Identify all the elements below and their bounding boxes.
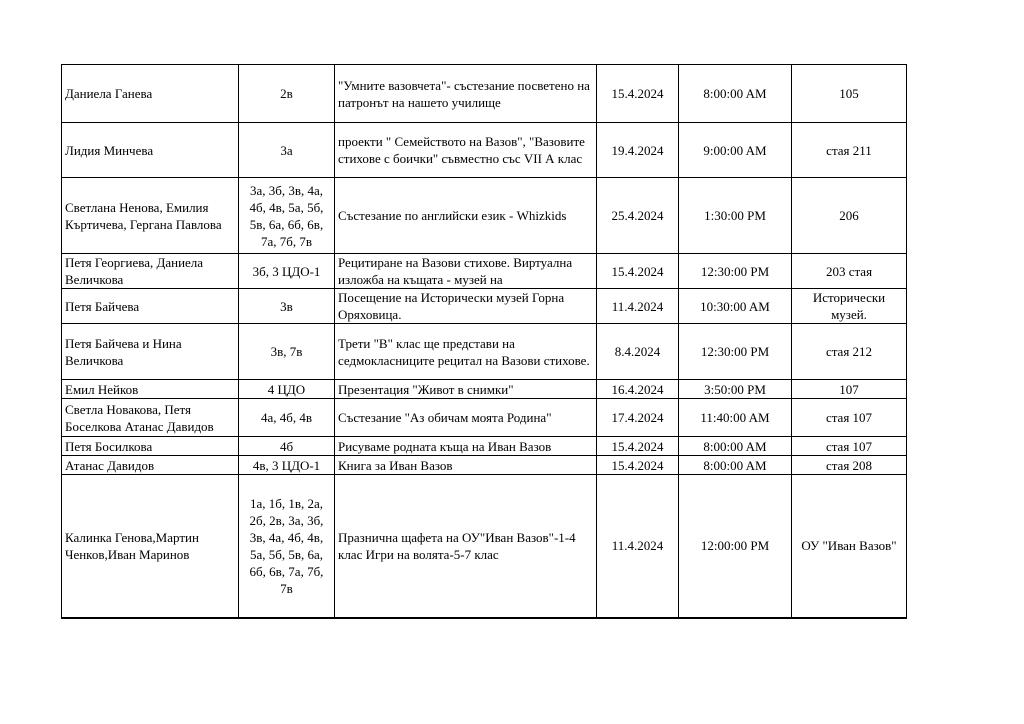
teacher-cell: Светла Новакова, Петя Боселкова Атанас Давидов <box>62 399 239 437</box>
teacher-cell: Атанас Давидов <box>62 456 239 475</box>
table-row <box>62 475 907 618</box>
schedule-table <box>61 64 907 619</box>
time-cell: 1:30:00 PM <box>679 178 792 254</box>
class-cell: 2в <box>239 65 335 123</box>
date-cell: 11.4.2024 <box>597 475 679 618</box>
teacher-cell: Емил Нейков <box>62 380 239 399</box>
event-cell: Състезание "Аз обичам моята Родина" <box>335 399 597 437</box>
teacher-cell: Даниела Ганева <box>62 65 239 123</box>
time-cell: 3:50:00 PM <box>679 380 792 399</box>
class-cell: 1а, 1б, 1в, 2а, 2б, 2в, 3а, 3б, 3в, 4а, 4б, 4в, 5а, 5б, 5в, 6а, 6б, 6в, 7а, 7б, 7в <box>239 475 335 618</box>
event-cell <box>335 178 597 254</box>
class-cell: 3в <box>239 289 335 324</box>
event-cell: Рисуваме родната къща на Иван Вазов <box>335 437 597 456</box>
event-text: Състезание по английски език - Whizkids <box>338 208 567 223</box>
teacher-cell: Калинка Генова,Мартин Ченков,Иван Маринов <box>62 475 239 618</box>
class-cell: 4в, 3 ЦДО-1 <box>239 456 335 475</box>
table-row <box>62 437 907 456</box>
class-cell: 4б <box>239 437 335 456</box>
class-cell: 4а, 4б, 4в <box>239 399 335 437</box>
room-cell: Исторически музей. <box>792 289 907 324</box>
event-cell: Празнична щафета на ОУ"Иван Вазов"-1-4 клас Игри на волята-5-7 клас <box>335 475 597 618</box>
teacher-cell: Петя Георгиева, Даниела Величкова <box>62 254 239 289</box>
table-row <box>62 399 907 437</box>
time-cell: 10:30:00 AM <box>679 289 792 324</box>
date-cell: 8.4.2024 <box>597 324 679 380</box>
teacher-cell: Петя Байчева <box>62 289 239 324</box>
table-row <box>62 123 907 178</box>
room-cell: стая 212 <box>792 324 907 380</box>
room-cell: ОУ "Иван Вазов" <box>792 475 907 618</box>
time-cell: 11:40:00 AM <box>679 399 792 437</box>
class-cell: 3а <box>239 123 335 178</box>
date-cell: 15.4.2024 <box>597 456 679 475</box>
date-cell: 19.4.2024 <box>597 123 679 178</box>
table-row <box>62 178 907 254</box>
event-text: Рецитиране на Вазови стихове. Виртуална изложба на къщата - музей на <box>338 255 573 287</box>
table-row <box>62 289 907 324</box>
table-row <box>62 254 907 289</box>
time-cell: 8:00:00 AM <box>679 65 792 123</box>
room-cell: стая 107 <box>792 437 907 456</box>
teacher-cell: Петя Байчева и Нина Величкова <box>62 324 239 380</box>
room-cell: стая 211 <box>792 123 907 178</box>
date-cell: 15.4.2024 <box>597 437 679 456</box>
date-cell: 25.4.2024 <box>597 178 679 254</box>
table-row <box>62 456 907 475</box>
room-cell: 203 стая <box>792 254 907 289</box>
time-cell: 8:00:00 AM <box>679 437 792 456</box>
date-cell: 15.4.2024 <box>597 65 679 123</box>
event-cell <box>335 65 597 123</box>
event-text: Трети "В" клас ще представи на седмокласниците рецитал на Вазови стихове. <box>338 335 590 368</box>
event-cell: Книга за Иван Вазов <box>335 456 597 475</box>
class-cell: 3в, 7в <box>239 324 335 380</box>
event-text: "Умните вазовчета"- състезание посветено на патронът на нашето училище <box>338 77 590 110</box>
class-cell: 3б, 3 ЦДО-1 <box>239 254 335 289</box>
room-cell: стая 208 <box>792 456 907 475</box>
event-cell <box>335 123 597 178</box>
time-cell: 9:00:00 AM <box>679 123 792 178</box>
date-cell: 17.4.2024 <box>597 399 679 437</box>
time-cell: 12:30:00 PM <box>679 254 792 289</box>
class-cell: 4 ЦДО <box>239 380 335 399</box>
room-cell: 105 <box>792 65 907 123</box>
teacher-cell: Светлана Ненова, Емилия Къртичева, Гергана Павлова <box>62 178 239 254</box>
event-text: Посещение на Исторически музей Горна Оряховица. <box>338 290 565 322</box>
date-cell: 15.4.2024 <box>597 254 679 289</box>
teacher-cell: Лидия Минчева <box>62 123 239 178</box>
table-row <box>62 324 907 380</box>
time-cell: 12:30:00 PM <box>679 324 792 380</box>
event-cell <box>335 289 597 324</box>
event-cell <box>335 324 597 380</box>
time-cell: 12:00:00 PM <box>679 475 792 618</box>
time-cell: 8:00:00 AM <box>679 456 792 475</box>
event-text: проекти " Семейството на Вазов", "Вазовите стихове с боички" съвместно със VII А клас <box>338 134 585 166</box>
room-cell: стая 107 <box>792 399 907 437</box>
event-cell: Презентация "Живот в снимки" <box>335 380 597 399</box>
room-cell: 206 <box>792 178 907 254</box>
teacher-cell: Петя Босилкова <box>62 437 239 456</box>
table-row <box>62 380 907 399</box>
class-cell: 3а, 3б, 3в, 4а, 4б, 4в, 5а, 5б, 5в, 6а, 6б, 6в, 7а, 7б, 7в <box>239 178 335 254</box>
room-cell: 107 <box>792 380 907 399</box>
date-cell: 11.4.2024 <box>597 289 679 324</box>
event-cell <box>335 254 597 289</box>
table-row <box>62 65 907 123</box>
date-cell: 16.4.2024 <box>597 380 679 399</box>
